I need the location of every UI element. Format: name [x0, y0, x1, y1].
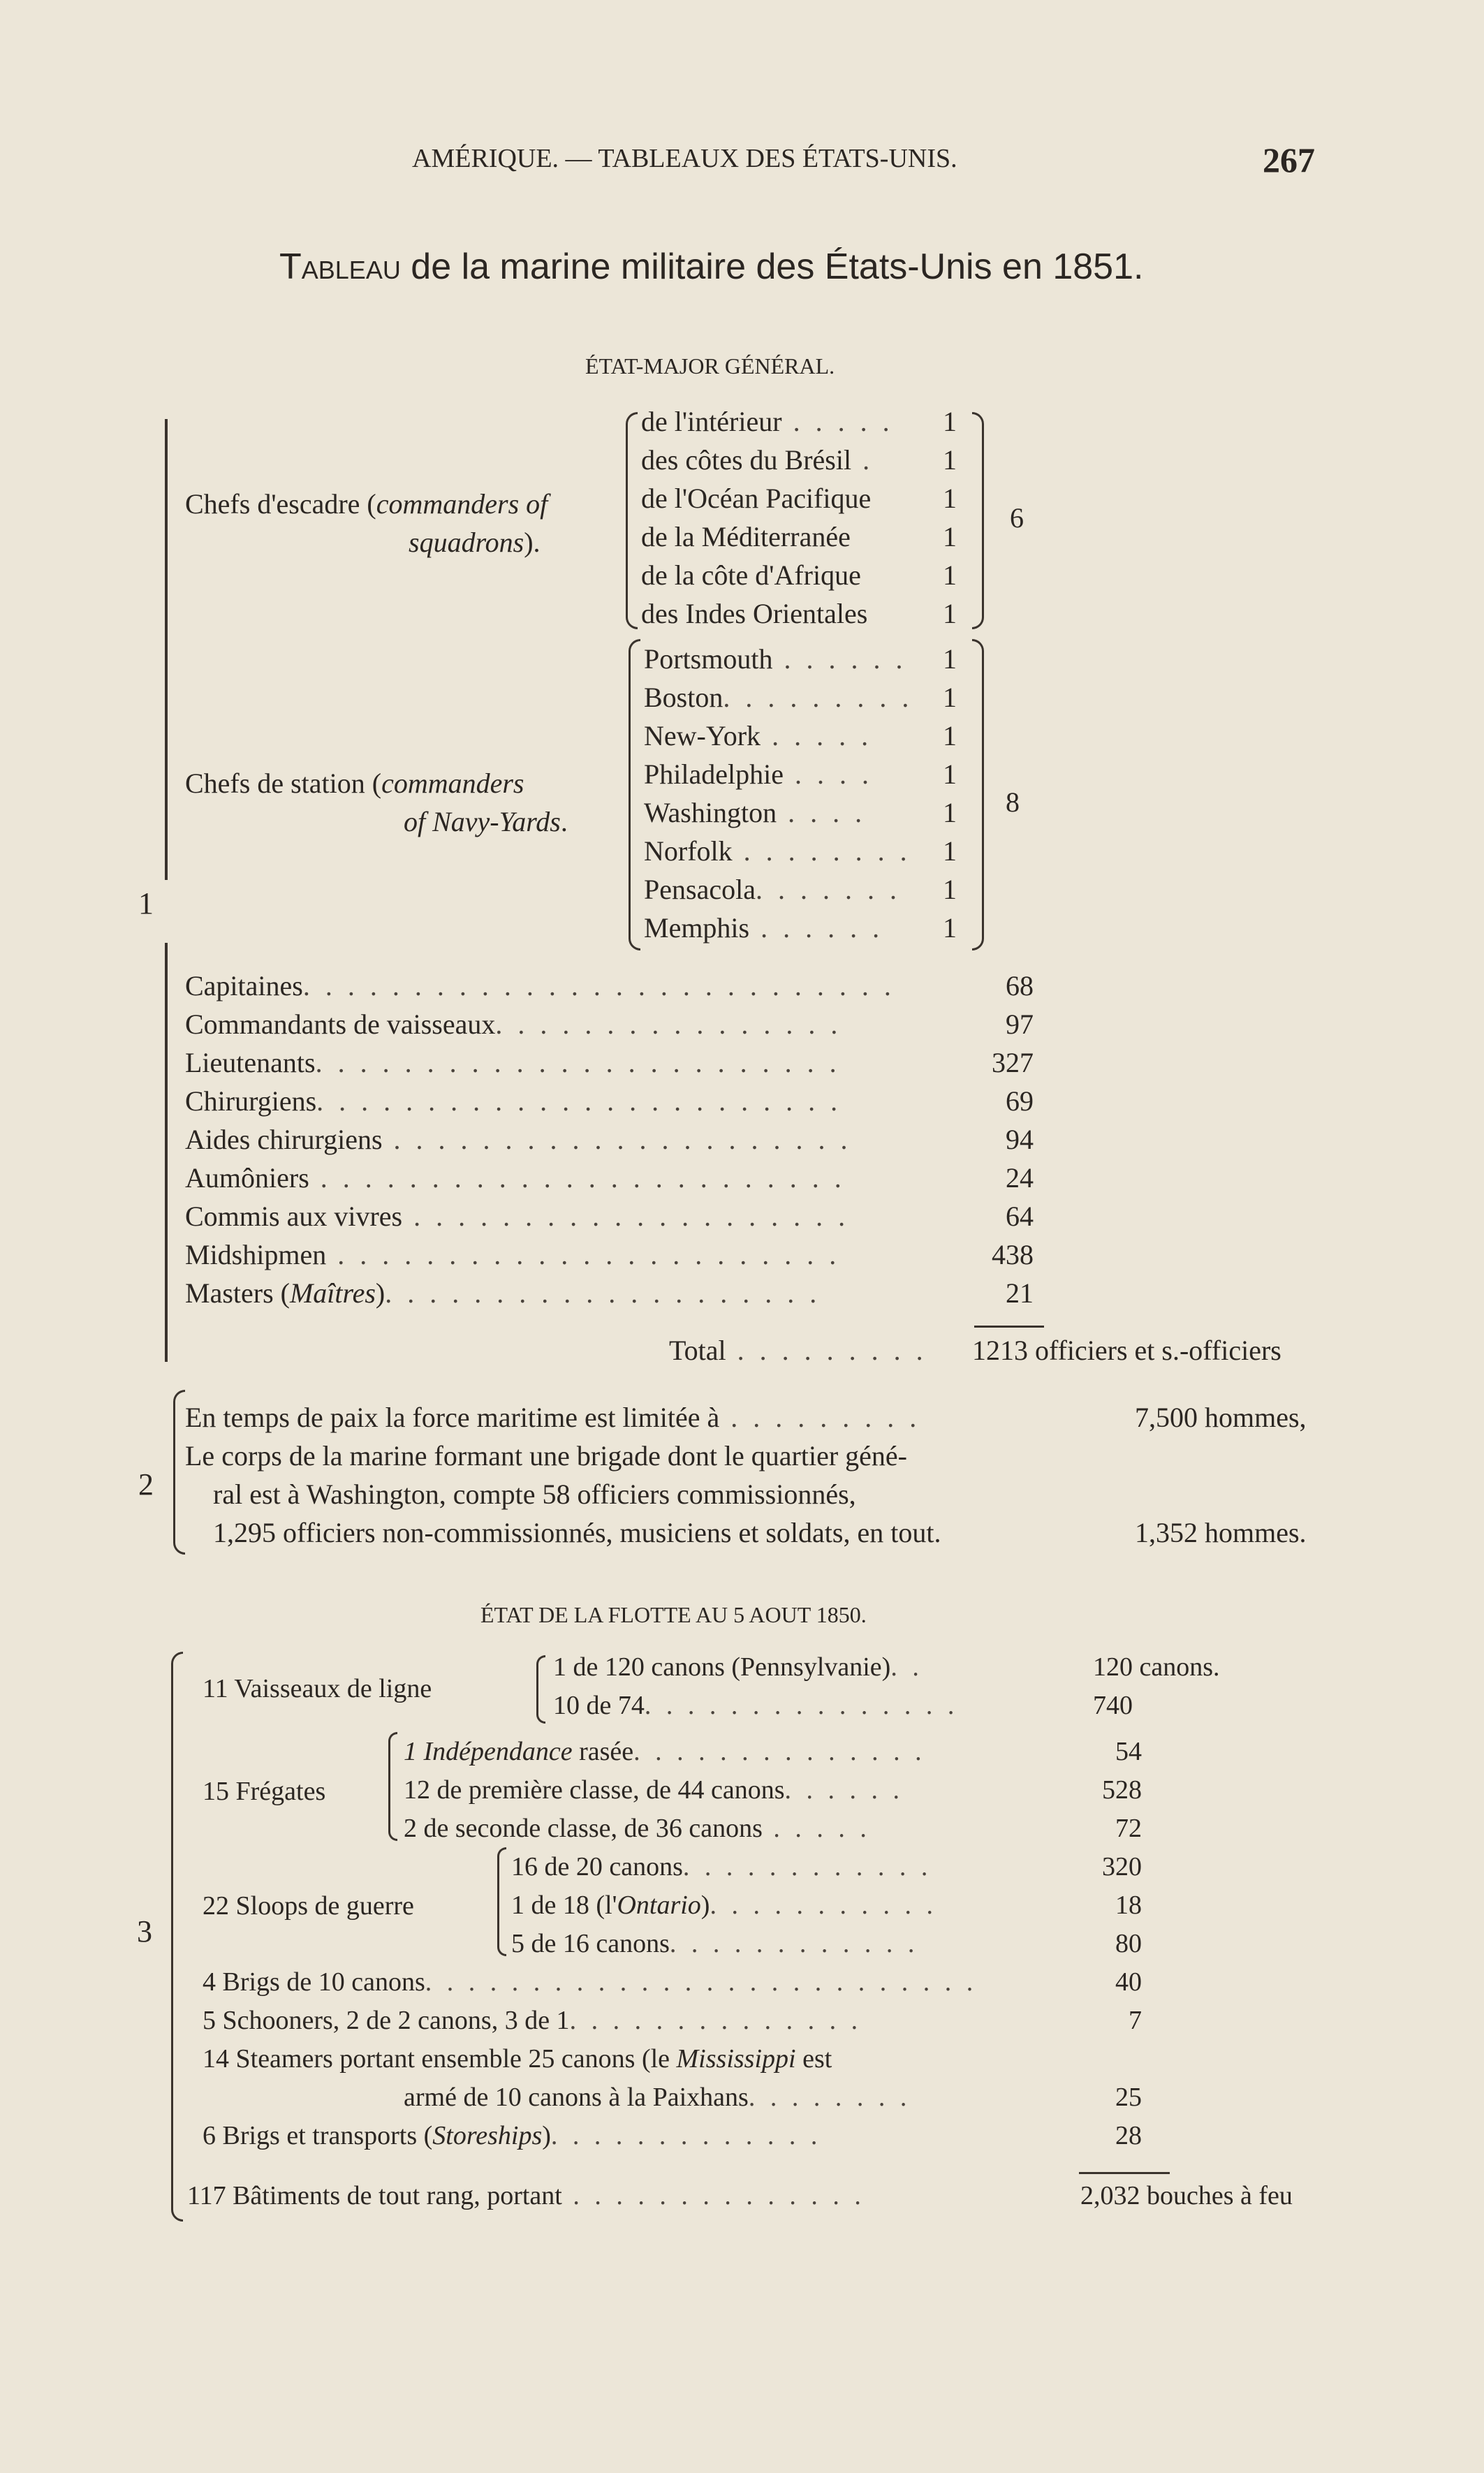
schooners-row: 5 Schooners, 2 de 2 canons, 3 de 1. . . . . . . . . . . . . . — [203, 2006, 862, 2035]
sloops-item: 16 de 20 canons. . . . . . . . . . . . — [511, 1852, 932, 1881]
station-item: Philadelphie . . . . — [644, 758, 873, 790]
section2-brace — [173, 1390, 185, 1555]
escadre-label-line1: Chefs d'escadre (commanders of — [185, 488, 548, 520]
station-label-line2: of Navy-Yards. — [404, 806, 568, 837]
rank-row: Capitaines. . . . . . . . . . . . . . . . . . . . . . . . . . . — [185, 970, 895, 1001]
rank-row: Masters (Maîtres). . . . . . . . . . . . . . . . . . . . — [185, 1277, 821, 1309]
station-value: 1 — [943, 643, 957, 675]
station-value: 1 — [943, 758, 957, 790]
section1-heading: ÉTAT-MAJOR GÉNÉRAL. — [585, 353, 835, 379]
station-item: Memphis . . . . . . — [644, 912, 884, 944]
escadre-item: de la Méditerranée — [641, 521, 851, 552]
rank-value: 24 — [1006, 1162, 1034, 1194]
fregates-value: 528 — [1102, 1775, 1142, 1805]
escadre-value: 1 — [943, 598, 957, 629]
escadre-total: 6 — [1010, 502, 1024, 534]
total-value: 1213 officiers et s.-officiers — [972, 1335, 1281, 1366]
ligne-label: 11 Vaisseaux de ligne — [203, 1674, 432, 1703]
rank-value: 327 — [992, 1047, 1034, 1078]
section2-line1: En temps de paix la force maritime est limitée à . . . . . . . . . — [185, 1402, 921, 1433]
rank-value: 438 — [992, 1239, 1034, 1270]
fregates-item: 2 de seconde classe, de 36 canons . . . . . — [404, 1814, 871, 1843]
station-value: 1 — [943, 682, 957, 713]
brigs-row: 4 Brigs de 10 canons. . . . . . . . . . . . . . . . . . . . . . . . . . — [203, 1967, 978, 1997]
section2-line4: 1,295 officiers non-commissionnés, musiciens et soldats, en tout. — [213, 1517, 941, 1548]
rank-row: Aides chirurgiens . . . . . . . . . . . . . . . . . . . . . — [185, 1124, 852, 1155]
sloops-value: 80 — [1115, 1929, 1142, 1958]
fregates-item: 1 Indépendance rasée. . . . . . . . . . . . . . — [404, 1737, 926, 1766]
section3-brace — [171, 1652, 183, 2222]
section2-line3: ral est à Washington, compte 58 officiers commissionnés, — [213, 1478, 856, 1510]
escadre-item: de l'intérieur . . . . . — [641, 406, 894, 437]
section3-heading: ÉTAT DE LA FLOTTE AU 5 AOUT 1850. — [480, 1602, 867, 1627]
total-rule — [974, 1326, 1044, 1328]
rank-row: Midshipmen . . . . . . . . . . . . . . . . . . . . . . . — [185, 1239, 841, 1270]
section1-side-number: 1 — [138, 886, 154, 920]
total-label: Total . . . . . . . . . — [669, 1335, 927, 1366]
ligne-value: 740 — [1093, 1691, 1133, 1720]
running-title: AMÉRIQUE. — TABLEAUX DES ÉTATS-UNIS. — [412, 144, 957, 173]
station-left-brace — [629, 639, 640, 951]
escadre-value: 1 — [943, 406, 957, 437]
fregates-brace — [388, 1732, 397, 1841]
station-item: Norfolk . . . . . . . . — [644, 835, 911, 867]
sloops-item: 1 de 18 (l'Ontario). . . . . . . . . . . — [511, 1891, 937, 1920]
escadre-value: 1 — [943, 521, 957, 552]
transports-value: 28 — [1115, 2121, 1142, 2150]
page-title — [279, 246, 1143, 288]
sloops-value: 18 — [1115, 1891, 1142, 1920]
fleet-total-value: 2,032 bouches à feu — [1080, 2181, 1293, 2210]
fregates-label: 15 Frégates — [203, 1777, 326, 1806]
rank-row: Chirurgiens. . . . . . . . . . . . . . . . . . . . . . . . — [185, 1085, 842, 1117]
station-item: Portsmouth . . . . . . — [644, 643, 907, 675]
rank-value: 97 — [1006, 1008, 1034, 1040]
escadre-right-brace — [972, 412, 984, 629]
rank-value: 68 — [1006, 970, 1034, 1001]
station-item: Washington . . . . — [644, 797, 867, 828]
section1-brace-top — [165, 419, 168, 880]
ligne-value: 120 canons. — [1093, 1652, 1220, 1682]
fregates-item: 12 de première classe, de 44 canons. . . . . . — [404, 1775, 904, 1805]
sloops-value: 320 — [1102, 1852, 1142, 1881]
steamers-value: 25 — [1115, 2083, 1142, 2112]
section2-line4-value: 1,352 hommes. — [1135, 1517, 1307, 1548]
section2-line1-value: 7,500 hommes, — [1135, 1402, 1307, 1433]
rank-row: Commis aux vivres . . . . . . . . . . . . . . . . . . . . — [185, 1201, 850, 1232]
fleet-total-row: 117 Bâtiments de tout rang, portant . . . . . . . . . . . . . . — [187, 2181, 865, 2210]
rank-value: 64 — [1006, 1201, 1034, 1232]
ligne-item: 10 de 74. . . . . . . . . . . . . . . — [553, 1691, 959, 1720]
brigs-value: 40 — [1115, 1967, 1142, 1997]
station-value: 1 — [943, 912, 957, 944]
schooners-value: 7 — [1129, 2006, 1142, 2035]
escadre-label-line2: squadrons). — [409, 527, 541, 558]
escadre-item: de l'Océan Pacifique — [641, 483, 872, 514]
section1-brace-bottom — [165, 943, 168, 1362]
escadre-value: 1 — [943, 559, 957, 591]
rank-value: 21 — [1006, 1277, 1034, 1309]
station-item: Boston. . . . . . . . . — [644, 682, 913, 713]
rank-value: 94 — [1006, 1124, 1034, 1155]
station-value: 1 — [943, 720, 957, 751]
ligne-brace — [536, 1655, 545, 1724]
station-right-brace — [972, 639, 984, 951]
station-value: 1 — [943, 797, 957, 828]
section3-side-number: 3 — [137, 1914, 152, 1949]
station-item: Pensacola. . . . . . . — [644, 874, 901, 905]
escadre-item: des côtes du Brésil . — [641, 444, 874, 476]
fregates-value: 54 — [1115, 1737, 1142, 1766]
fleet-total-rule — [1079, 2172, 1170, 2174]
station-label-line1: Chefs de station (commanders — [185, 768, 524, 799]
page-number: 267 — [1263, 140, 1315, 179]
sloops-brace — [497, 1847, 506, 1956]
escadre-item: de la côte d'Afrique — [641, 559, 861, 591]
sloops-item: 5 de 16 canons. . . . . . . . . . . . — [511, 1929, 919, 1958]
section2-side-number: 2 — [138, 1467, 154, 1502]
escadre-left-brace — [626, 412, 638, 629]
transports-row: 6 Brigs et transports (Storeships). . . . . . . . . . . . . — [203, 2121, 822, 2150]
title-rest: de la marine militaire des États-Unis en 1851. — [411, 247, 1144, 287]
rank-row: Lieutenants. . . . . . . . . . . . . . . . . . . . . . . . — [185, 1047, 841, 1078]
fregates-value: 72 — [1115, 1814, 1142, 1843]
station-value: 1 — [943, 874, 957, 905]
ligne-item: 1 de 120 canons (Pennsylvanie). . — [553, 1652, 923, 1682]
sloops-label: 22 Sloops de guerre — [203, 1891, 414, 1921]
station-value: 1 — [943, 835, 957, 867]
section2-line2: Le corps de la marine formant une brigade dont le quartier géné- — [185, 1440, 908, 1472]
escadre-value: 1 — [943, 444, 957, 476]
station-total: 8 — [1006, 786, 1020, 818]
title-prefix: Tableau — [279, 247, 401, 287]
steamers-line2: armé de 10 canons à la Paixhans. . . . . . . . — [404, 2083, 911, 2112]
steamers-line1: 14 Steamers portant ensemble 25 canons (le Mississippi est — [203, 2044, 832, 2074]
escadre-item: des Indes Orientales — [641, 598, 868, 629]
escadre-value: 1 — [943, 483, 957, 514]
station-item: New-York . . . . . — [644, 720, 873, 751]
rank-row: Aumôniers . . . . . . . . . . . . . . . . . . . . . . . . — [185, 1162, 846, 1194]
rank-value: 69 — [1006, 1085, 1034, 1117]
rank-row: Commandants de vaisseaux. . . . . . . . . . . . . . . . — [185, 1008, 842, 1040]
